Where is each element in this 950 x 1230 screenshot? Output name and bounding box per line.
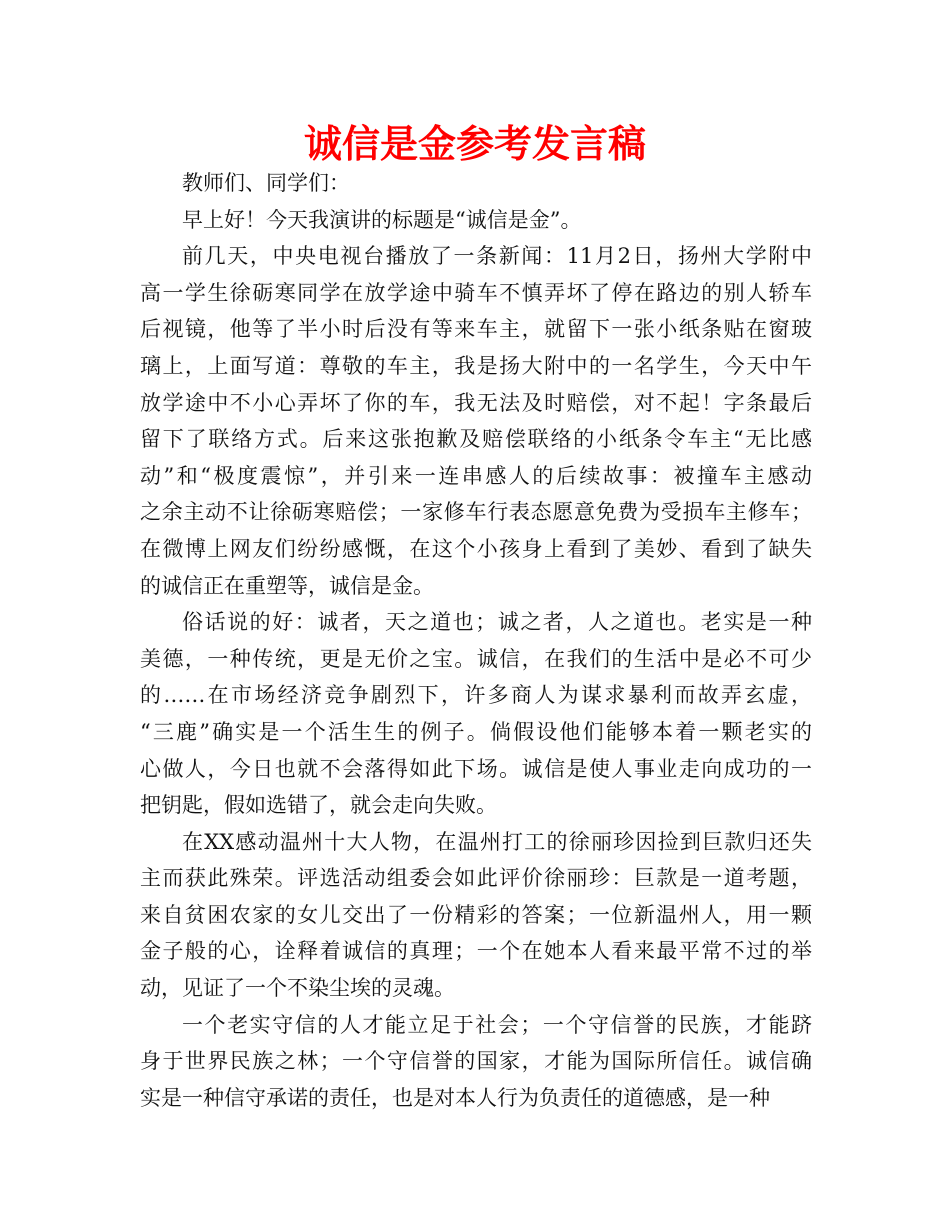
text-line: 璃上，上面写道：尊敬的车主，我是扬大附中的一名学生，今天中午 (140, 353, 812, 378)
text-line: 动”和“极度震惊”，并引来一连串感人的后续故事：被撞车主感动 (140, 463, 812, 488)
text-line: 放学途中不小心弄坏了你的车，我无法及时赔偿，对不起！字条最后 (140, 390, 812, 415)
text-line: 心做人，今日也就不会落得如此下场。诚信是使人事业走向成功的一 (140, 756, 812, 781)
text-line: 主而获此殊荣。评选活动组委会如此评价徐丽珍：巨款是一道考题， (140, 866, 812, 891)
text-line: 金子般的心，诠释着诚信的真理；一个在她本人看来最平常不过的举 (140, 939, 812, 964)
text-line: 把钥匙，假如选错了，就会走向失败。 (140, 793, 497, 818)
text-line: 来自贫困农家的女儿交出了一份精彩的答案；一位新温州人，用一颗 (140, 902, 812, 927)
paragraph (140, 165, 812, 202)
text-line: “三鹿”确实是一个活生生的例子。倘假设他们能够本着一颗老实的 (140, 719, 812, 744)
text-line: 实是一种信守承诺的责任，也是对本人行为负责任的道德感，是一种 (140, 1085, 770, 1110)
text-line: 一个老实守信的人才能立足于社会；一个守信誉的民族，才能跻 (182, 1012, 812, 1037)
paragraph (140, 1007, 812, 1117)
text-line: 之余主动不让徐砺寒赔偿；一家修车行表态愿意免费为受损车主修车； (140, 500, 812, 525)
text-line: 在微博上网友们纷纷感慨，在这个小孩身上看到了美妙、看到了缺失 (140, 536, 812, 561)
text-line: 教师们、同学们： (182, 171, 350, 195)
text-line: 俗话说的好：诚者，天之道也；诚之者，人之道也。老实是一种 (182, 610, 812, 635)
paragraph (140, 202, 812, 239)
text-line: 前几天，中央电视台播放了一条新闻：11月2日，扬州大学附中 (182, 244, 812, 269)
paragraph (140, 238, 812, 604)
text-line: 后视镜，他等了半小时后没有等来车主，就留下一张小纸条贴在窗玻 (140, 317, 812, 342)
text-line: 身于世界民族之林；一个守信誉的国家，才能为国际所信任。诚信确 (140, 1049, 812, 1074)
text-line: 的诚信正在重塑等，诚信是金。 (140, 573, 434, 598)
paragraph (140, 824, 812, 1007)
document-body (140, 165, 812, 1116)
text-line: 高一学生徐砺寒同学在放学途中骑车不慎弄坏了停在路边的别人轿车 (140, 280, 812, 305)
text-line: 早上好！今天我演讲的标题是“诚信是金”。 (182, 207, 582, 232)
text-line: 的……在市场经济竞争剧烈下，许多商人为谋求暴利而故弄玄虚， (140, 683, 812, 708)
document-title: 诚信是金参考发言稿 (303, 122, 646, 166)
paragraph (140, 604, 812, 824)
text-line: 动，见证了一个不染尘埃的灵魂。 (140, 976, 455, 1001)
text-line: 美德，一种传统，更是无价之宝。诚信，在我们的生活中是必不可少 (140, 646, 812, 671)
text-line: 留下了联络方式。后来这张抱歉及赔偿联络的小纸条令车主“无比感 (140, 427, 812, 452)
text-line: 在XX感动温州十大人物，在温州打工的徐丽珍因捡到巨款归还失 (182, 829, 812, 854)
